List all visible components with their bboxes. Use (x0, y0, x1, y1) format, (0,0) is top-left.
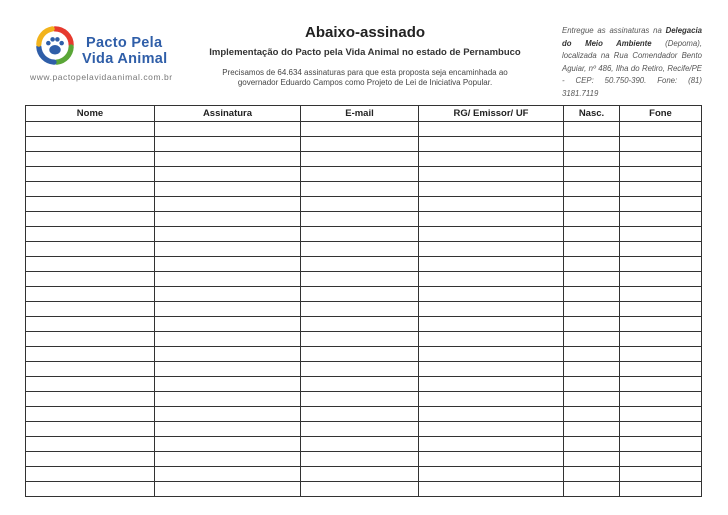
table-row (26, 137, 702, 152)
cell-rg[interactable] (419, 152, 564, 167)
cell-email[interactable] (301, 437, 419, 452)
cell-nasc[interactable] (564, 197, 620, 212)
table-row (26, 377, 702, 392)
cell-email[interactable] (301, 467, 419, 482)
cell-nome[interactable] (26, 392, 155, 407)
cell-fone[interactable] (620, 302, 702, 317)
cell-rg[interactable] (419, 407, 564, 422)
cell-fone[interactable] (620, 152, 702, 167)
cell-email[interactable] (301, 182, 419, 197)
cell-nome[interactable] (26, 167, 155, 182)
table-row (26, 362, 702, 377)
cell-fone[interactable] (620, 317, 702, 332)
cell-email[interactable] (301, 452, 419, 467)
cell-assinatura[interactable] (155, 212, 301, 227)
cell-email[interactable] (301, 482, 419, 497)
cell-fone[interactable] (620, 332, 702, 347)
cell-email[interactable] (301, 377, 419, 392)
cell-nasc[interactable] (564, 182, 620, 197)
cell-fone[interactable] (620, 182, 702, 197)
table-row (26, 332, 702, 347)
cell-nome[interactable] (26, 482, 155, 497)
cell-rg[interactable] (419, 467, 564, 482)
cell-assinatura[interactable] (155, 122, 301, 137)
cell-nome[interactable] (26, 242, 155, 257)
cell-assinatura[interactable] (155, 347, 301, 362)
cell-nasc[interactable] (564, 257, 620, 272)
column-header-nome: Nome (26, 106, 155, 122)
cell-email[interactable] (301, 137, 419, 152)
cell-nasc[interactable] (564, 332, 620, 347)
table-row (26, 467, 702, 482)
page-title: Abaixo-assinado (304, 24, 426, 41)
cell-fone[interactable] (620, 467, 702, 482)
cell-nome[interactable] (26, 182, 155, 197)
cell-nome[interactable] (26, 467, 155, 482)
header (200, 24, 530, 88)
cell-nome[interactable] (26, 377, 155, 392)
cell-nome[interactable] (26, 212, 155, 227)
cell-assinatura[interactable] (155, 242, 301, 257)
cell-nasc[interactable] (564, 452, 620, 467)
table-row (26, 272, 702, 287)
cell-email[interactable] (301, 272, 419, 287)
cell-nasc[interactable] (564, 482, 620, 497)
cell-rg[interactable] (419, 347, 564, 362)
cell-nasc[interactable] (564, 392, 620, 407)
cell-nome[interactable] (26, 332, 155, 347)
cell-nome[interactable] (26, 422, 155, 437)
table-row (26, 302, 702, 317)
cell-assinatura[interactable] (155, 287, 301, 302)
cell-rg[interactable] (419, 362, 564, 377)
cell-nasc[interactable] (564, 362, 620, 377)
cell-nasc[interactable] (564, 317, 620, 332)
cell-fone[interactable] (620, 392, 702, 407)
table-row (26, 452, 702, 467)
column-header-nasc: Nasc. (564, 106, 620, 122)
table-row (26, 212, 702, 227)
cell-nome[interactable] (26, 122, 155, 137)
cell-nome[interactable] (26, 437, 155, 452)
cell-fone[interactable] (620, 272, 702, 287)
cell-assinatura[interactable] (155, 437, 301, 452)
cell-nasc[interactable] (564, 347, 620, 362)
cell-nome[interactable] (26, 452, 155, 467)
cell-nasc[interactable] (564, 287, 620, 302)
cell-rg[interactable] (419, 452, 564, 467)
cell-rg[interactable] (419, 482, 564, 497)
cell-nasc[interactable] (564, 122, 620, 137)
table-row (26, 227, 702, 242)
cell-nasc[interactable] (564, 302, 620, 317)
cell-nasc[interactable] (564, 377, 620, 392)
cell-assinatura[interactable] (155, 227, 301, 242)
cell-nome[interactable] (26, 227, 155, 242)
delivery-place: Delegacia do Meio Ambiente (562, 26, 702, 48)
cell-nome[interactable] (26, 137, 155, 152)
cell-email[interactable] (301, 227, 419, 242)
paw-circle-logo-icon (36, 26, 74, 66)
cell-rg[interactable] (419, 242, 564, 257)
cell-rg[interactable] (419, 182, 564, 197)
column-header-fone: Fone (620, 106, 702, 122)
signature-rows (26, 122, 702, 497)
cell-email[interactable] (301, 332, 419, 347)
cell-email[interactable] (301, 407, 419, 422)
cell-assinatura[interactable] (155, 272, 301, 287)
cell-nasc[interactable] (564, 167, 620, 182)
website-url: www.pactopelavidaanimal.com.br (30, 72, 173, 82)
cell-assinatura[interactable] (155, 137, 301, 152)
cell-fone[interactable] (620, 362, 702, 377)
logo-title (82, 35, 202, 67)
column-header-email: E-mail (301, 106, 419, 122)
cell-email[interactable] (301, 302, 419, 317)
cell-email[interactable] (301, 392, 419, 407)
cell-assinatura[interactable] (155, 422, 301, 437)
cell-assinatura[interactable] (155, 482, 301, 497)
cell-rg[interactable] (419, 167, 564, 182)
table-row (26, 122, 702, 137)
table-row (26, 242, 702, 257)
cell-email[interactable] (301, 362, 419, 377)
cell-fone[interactable] (620, 407, 702, 422)
cell-rg[interactable] (419, 212, 564, 227)
cell-nasc[interactable] (564, 227, 620, 242)
cell-nome[interactable] (26, 362, 155, 377)
cell-nome[interactable] (26, 407, 155, 422)
cell-rg[interactable] (419, 272, 564, 287)
cell-rg[interactable] (419, 377, 564, 392)
cell-fone[interactable] (620, 257, 702, 272)
cell-assinatura[interactable] (155, 257, 301, 272)
cell-rg[interactable] (419, 122, 564, 137)
cell-email[interactable] (301, 347, 419, 362)
cell-fone[interactable] (620, 137, 702, 152)
cell-nasc[interactable] (564, 152, 620, 167)
cell-email[interactable] (301, 257, 419, 272)
cell-nome[interactable] (26, 317, 155, 332)
cell-rg[interactable] (419, 227, 564, 242)
table-header-row (26, 106, 702, 122)
cell-rg[interactable] (419, 437, 564, 452)
cell-email[interactable] (301, 212, 419, 227)
cell-rg[interactable] (419, 332, 564, 347)
cell-rg[interactable] (419, 422, 564, 437)
cell-fone[interactable] (620, 227, 702, 242)
logo-title-line2: Vida Animal (82, 51, 168, 67)
logo-title-line1: Pacto Pela (86, 35, 163, 51)
cell-assinatura[interactable] (155, 467, 301, 482)
cell-rg[interactable] (419, 302, 564, 317)
cell-fone[interactable] (620, 437, 702, 452)
signature-table (25, 105, 702, 497)
cell-nome[interactable] (26, 272, 155, 287)
cell-fone[interactable] (620, 287, 702, 302)
table-row (26, 407, 702, 422)
cell-nasc[interactable] (564, 407, 620, 422)
cell-email[interactable] (301, 317, 419, 332)
cell-nasc[interactable] (564, 437, 620, 452)
cell-email[interactable] (301, 122, 419, 137)
cell-fone[interactable] (620, 242, 702, 257)
cell-nome[interactable] (26, 302, 155, 317)
cell-nasc[interactable] (564, 212, 620, 227)
table-row (26, 152, 702, 167)
cell-rg[interactable] (419, 137, 564, 152)
delivery-instructions (562, 25, 702, 100)
delivery-prefix: Entregue as assinaturas na (562, 26, 666, 35)
cell-email[interactable] (301, 152, 419, 167)
cell-assinatura[interactable] (155, 182, 301, 197)
cell-fone[interactable] (620, 377, 702, 392)
page-subtitle: Implementação do Pacto pela Vida Animal no estado de Pernambuco (209, 47, 521, 58)
table-row (26, 437, 702, 452)
signature-goal-note: Precisamos de 64.634 assinaturas para que esta proposta seja encaminhada ao governador Eduardo Campos como Projeto de Lei de Iniciativa Popular. (222, 68, 508, 87)
cell-nome[interactable] (26, 152, 155, 167)
delivery-details: (Depoma), localizada na Rua Comendador Bento Aguiar, nº 486, Ilha do Retiro, Recife/PE - CEP: 50.750-390. Fone: (81) 3181.7119 (562, 38, 703, 98)
cell-nasc[interactable] (564, 272, 620, 287)
cell-nome[interactable] (26, 197, 155, 212)
table-row (26, 482, 702, 497)
cell-fone[interactable] (620, 452, 702, 467)
cell-nome[interactable] (26, 257, 155, 272)
cell-nome[interactable] (26, 287, 155, 302)
cell-assinatura[interactable] (155, 152, 301, 167)
cell-assinatura[interactable] (155, 452, 301, 467)
cell-assinatura[interactable] (155, 197, 301, 212)
cell-fone[interactable] (620, 347, 702, 362)
cell-assinatura[interactable] (155, 377, 301, 392)
cell-rg[interactable] (419, 317, 564, 332)
cell-rg[interactable] (419, 287, 564, 302)
column-header-assinatura: Assinatura (155, 106, 301, 122)
cell-nasc[interactable] (564, 422, 620, 437)
column-header-rg: RG/ Emissor/ UF (419, 106, 564, 122)
cell-email[interactable] (301, 242, 419, 257)
cell-fone[interactable] (620, 422, 702, 437)
cell-fone[interactable] (620, 167, 702, 182)
table-row (26, 422, 702, 437)
cell-assinatura[interactable] (155, 167, 301, 182)
cell-email[interactable] (301, 197, 419, 212)
cell-fone[interactable] (620, 122, 702, 137)
cell-assinatura[interactable] (155, 302, 301, 317)
cell-assinatura[interactable] (155, 392, 301, 407)
cell-nasc[interactable] (564, 137, 620, 152)
logo (30, 24, 170, 78)
cell-email[interactable] (301, 287, 419, 302)
cell-assinatura[interactable] (155, 332, 301, 347)
cell-fone[interactable] (620, 212, 702, 227)
cell-email[interactable] (301, 167, 419, 182)
cell-rg[interactable] (419, 197, 564, 212)
cell-rg[interactable] (419, 257, 564, 272)
cell-nasc[interactable] (564, 242, 620, 257)
table-row (26, 317, 702, 332)
table-row (26, 347, 702, 362)
cell-email[interactable] (301, 422, 419, 437)
table-row (26, 182, 702, 197)
table-row (26, 167, 702, 182)
table-row (26, 197, 702, 212)
cell-nome[interactable] (26, 347, 155, 362)
table-row (26, 257, 702, 272)
cell-rg[interactable] (419, 392, 564, 407)
table-row (26, 392, 702, 407)
cell-nasc[interactable] (564, 467, 620, 482)
cell-assinatura[interactable] (155, 362, 301, 377)
table-row (26, 287, 702, 302)
cell-fone[interactable] (620, 197, 702, 212)
cell-assinatura[interactable] (155, 317, 301, 332)
cell-assinatura[interactable] (155, 407, 301, 422)
cell-fone[interactable] (620, 482, 702, 497)
